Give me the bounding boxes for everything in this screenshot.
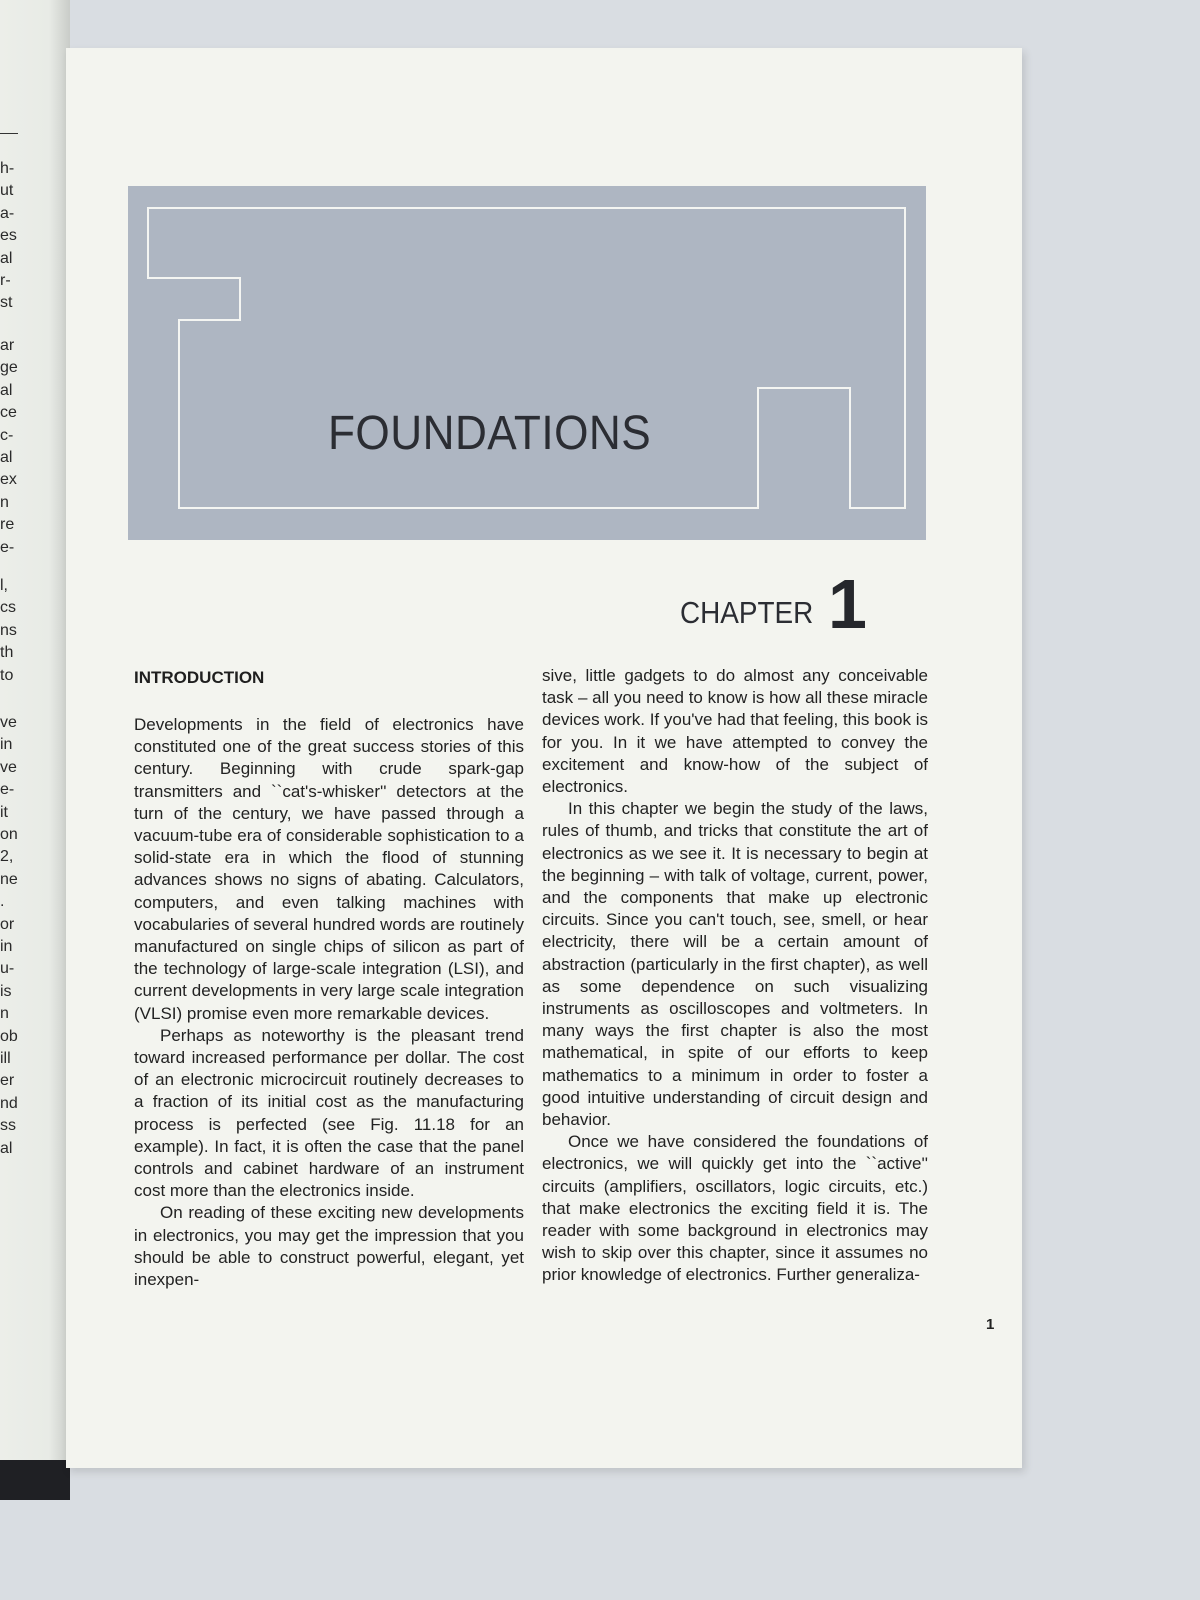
left-page-fragment: ss <box>0 1117 16 1135</box>
left-page-fragment: u- <box>0 960 15 978</box>
left-page-fragment: al <box>0 249 13 267</box>
left-page-fragment: er <box>0 1072 15 1090</box>
page-number: 1 <box>986 1316 995 1333</box>
left-page-fragment: to <box>0 666 14 684</box>
left-page-fragment: c- <box>0 426 14 444</box>
paragraph: Developments in the field of electronics have constituted one of the great success stories of this century. Beginning with crude spark-gap transmitters and ``cat's-whisker'' detectors at the turn of the century, we have passed through a vacuum-tube era of considerable sophistication to a solid-state era in which the flood of stunning advances shows no signs of abating. Calculators, computers, and even talking machines with vocabularies of several hundred words are routinely manufactured on single chips of silicon as part of the technology of large-scale integration (LSI), and current developments in very large scale integration (VLSI) promise even more remarkable devices. <box>134 715 524 1023</box>
left-facing-page <box>0 0 70 1495</box>
left-page-fragment: al <box>0 1139 13 1157</box>
right-page <box>66 48 1022 1468</box>
paragraph: On reading of these exciting new developments in electronics, you may get the impression that you should be able to construct powerful, elegant, yet inexpen- <box>134 1203 524 1290</box>
left-page-fragment: ns <box>0 621 17 639</box>
chapter-title: FOUNDATIONS <box>328 407 652 460</box>
left-page-fragment: ill <box>0 1050 11 1067</box>
left-page-fragment: al <box>0 449 13 466</box>
left-page-fragment: n <box>0 1005 9 1023</box>
left-page-fragment: h- <box>0 160 15 177</box>
text-column-2 <box>542 665 928 1287</box>
left-page-fragment: or <box>0 915 15 933</box>
chapter-label: CHAPTER <box>680 595 814 630</box>
left-page-fragment: ce <box>0 404 17 422</box>
left-page-fragment: a- <box>0 204 15 222</box>
left-page-fragment: ut <box>0 182 14 200</box>
left-page-fragment: in <box>0 736 13 754</box>
left-page-fragment: nd <box>0 1094 18 1112</box>
left-page-fragment: cs <box>0 599 16 617</box>
left-page-fragment: ve <box>0 758 17 776</box>
left-page-fragment: re <box>0 516 15 534</box>
section-heading: INTRODUCTION <box>134 668 265 687</box>
left-page-fragment: th <box>0 644 14 662</box>
left-page-fragment: ge <box>0 359 18 377</box>
left-page-fragment: l, <box>0 577 8 594</box>
left-page-fragment: ob <box>0 1027 18 1045</box>
left-page-fragment: ne <box>0 870 18 888</box>
left-page-fragment: r- <box>0 272 11 289</box>
paragraph: Perhaps as noteworthy is the pleasant trend toward increased performance per dollar. The cost of an electronic microcircuit routinely decreases to a fraction of its initial cost as the manufacturing process is perfected (see Fig. 11.18 for an example). In fact, it is often the case that the panel controls and cabinet hardware of an instrument cost more than the electronics inside. <box>134 1025 524 1201</box>
left-page-fragment: on <box>0 826 18 843</box>
left-page-fragment: al <box>0 381 13 399</box>
left-page-fragment: e- <box>0 781 15 799</box>
chapter-number: 1 <box>828 565 867 643</box>
paragraph: sive, little gadgets to do almost any conceivable task – all you need to know is how all these miracle devices work. If you've had that feeling, this book is for you. In it we have attempted to convey the excitement and know-how of the subject of electronics. <box>542 666 928 797</box>
left-page-fragment: ar <box>0 337 15 354</box>
left-page-fragment: is <box>0 982 12 1000</box>
left-page-rule <box>0 133 18 134</box>
left-page-fragment: st <box>0 294 13 312</box>
left-page-fragment: n <box>0 493 9 511</box>
paragraph: In this chapter we begin the study of the laws, rules of thumb, and tricks that constitute the art of electronics as we see it. It is necessary to begin at the beginning – with talk of voltage, current, power, and the components that make up electronic circuits. Since you can't touch, see, smell, or hear electricity, there will be a certain amount of abstraction (particularly in the first chapter), as well as some dependence on such visualizing instruments as oscilloscopes and voltmeters. In many ways the first chapter is also the most mathematical, in spite of our efforts to keep mathematics to a minimum in order to foster a good intuitive understanding of circuit design and behavior. <box>542 799 928 1130</box>
paragraph: Once we have considered the foundations of electronics, we will quickly get into the ``active'' circuits (amplifiers, oscillators, logic circuits, etc.) that make electronics the exciting field it is. The reader with some background in electronics may wish to skip over this chapter, since it assumes no prior knowledge of electronics. Further generaliza- <box>542 1132 928 1285</box>
chapter-banner <box>128 186 926 643</box>
left-page-fragment: in <box>0 938 13 955</box>
left-page-fragment: es <box>0 227 17 245</box>
left-page-fragment: 2, <box>0 848 14 866</box>
book-binding-shadow <box>0 1460 70 1500</box>
left-page-fragment: it <box>0 803 8 821</box>
left-page-fragment: ve <box>0 714 17 731</box>
banner-frame-outline <box>128 186 926 540</box>
left-page-fragment: e- <box>0 538 15 556</box>
left-page-fragment: ex <box>0 471 17 489</box>
text-column-1 <box>134 714 524 1291</box>
left-page-fragment: . <box>0 893 5 911</box>
